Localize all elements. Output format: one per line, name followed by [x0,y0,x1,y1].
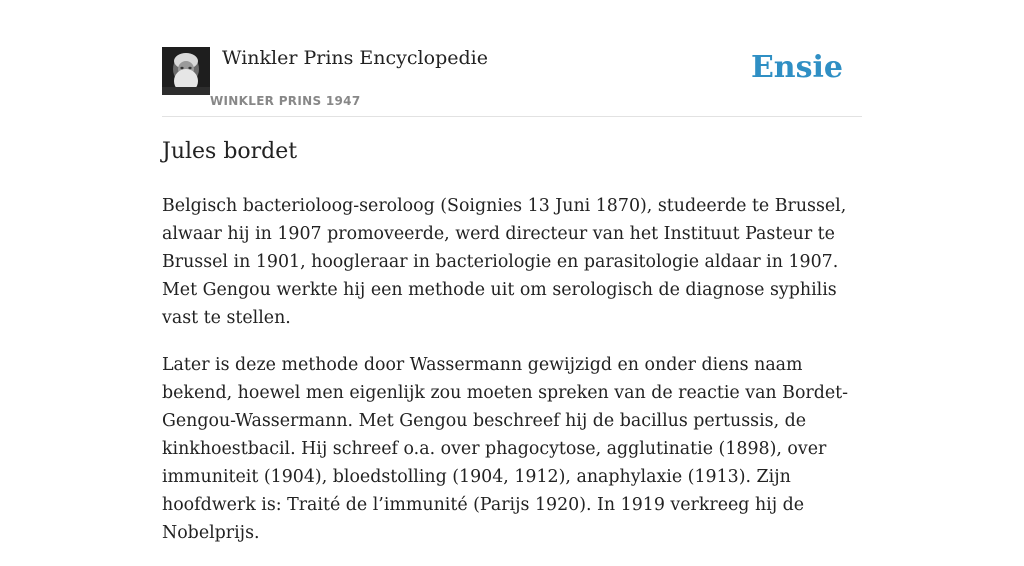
source-name[interactable]: Winkler Prins Encyclopedie [222,47,488,69]
bearded-man-portrait-icon [162,47,210,95]
source-header [162,44,862,117]
brand-logo[interactable]: Ensie [750,50,843,85]
article-title: Jules bordet [162,139,298,164]
avatar[interactable] [162,47,210,95]
article-paragraph: Belgisch bacterioloog-seroloog (Soignies 13 Juni 1870), studeerde te Brussel, alwaar hij in 1907 promoveerde, werd directeur van het Instituut Pasteur te Brussel in 1901, hoogleraar in bacteriologie en parasitologie aldaar in 1907. Met Gengou werkte hij een methode uit om serologisch de diagnose syphilis vast te stellen. [162,196,847,328]
article-paragraph: Later is deze methode door Wassermann gewijzigd en onder diens naam bekend, hoewel men eigenlijk zou moeten spreken van de reactie van Bordet-Gengou-Wassermann. Met Gengou beschreef hij de bacillus pertussis, de kinkhoestbacil. Hij schreef o.a. over phagocytose, agglutinatie (1898), over immuniteit (1904), bloedstolling (1904, 1912), anaphylaxie (1913). Zijn hoofdwerk is: Traité de l’immunité (Parijs 1920). In 1919 verkreeg hij de Nobelprijs. [162,355,849,543]
article-body [162,192,862,566]
source-subtitle: WINKLER PRINS 1947 [210,94,361,108]
